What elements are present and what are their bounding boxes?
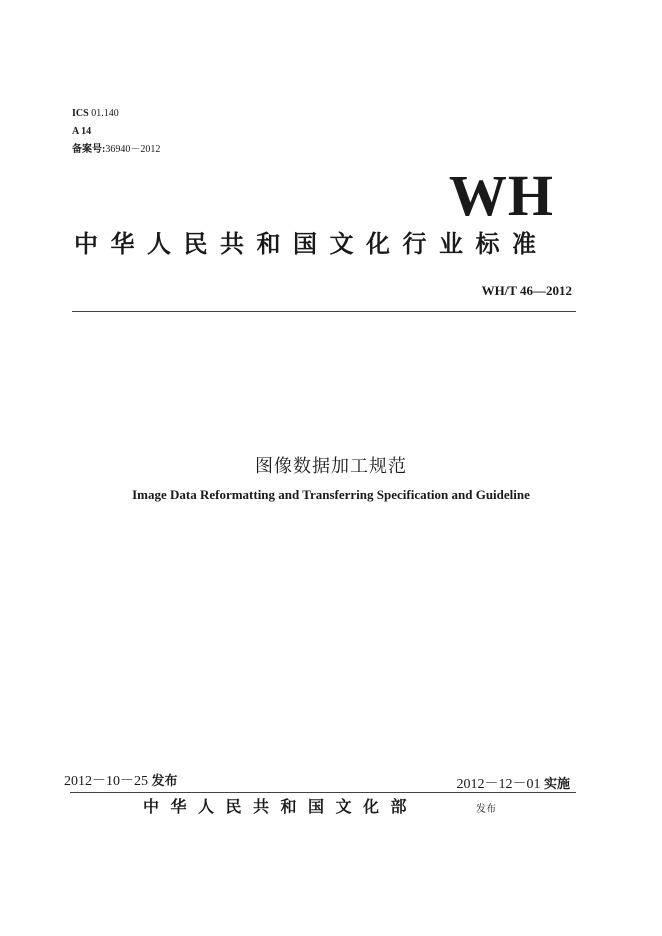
ics-value: 01.140 xyxy=(91,108,119,119)
issue-date-value: 2012－10－25 xyxy=(64,774,148,789)
document-title-chinese: 图像数据加工规范 xyxy=(255,456,407,477)
record-value: 36940－2012 xyxy=(105,144,161,155)
record-label: 备案号: xyxy=(72,144,106,155)
ics-label: ICS xyxy=(72,108,89,119)
ics-code xyxy=(72,107,119,121)
footer-divider xyxy=(70,792,576,793)
header-divider xyxy=(72,311,576,312)
implementation-date-label: 实施 xyxy=(543,777,570,792)
publisher-suffix: 发布 xyxy=(476,804,496,815)
classification-value: A 14 xyxy=(72,126,92,137)
standard-code-logo: WH xyxy=(448,163,554,228)
document-title-english: Image Data Reformatting and Transferring Specification and Guideline xyxy=(132,487,530,502)
standard-number: WH/T 46—2012 xyxy=(481,283,572,298)
classification-code xyxy=(72,125,91,139)
record-number xyxy=(72,143,160,157)
issue-date-label: 发布 xyxy=(151,774,178,789)
issue-date xyxy=(64,773,178,791)
standard-category-title: 中华人民共和国文化行业标准 xyxy=(74,230,549,258)
publisher-name: 中华人民共和国文化部 xyxy=(143,797,419,816)
implementation-date-value: 2012－12－01 xyxy=(456,777,541,792)
